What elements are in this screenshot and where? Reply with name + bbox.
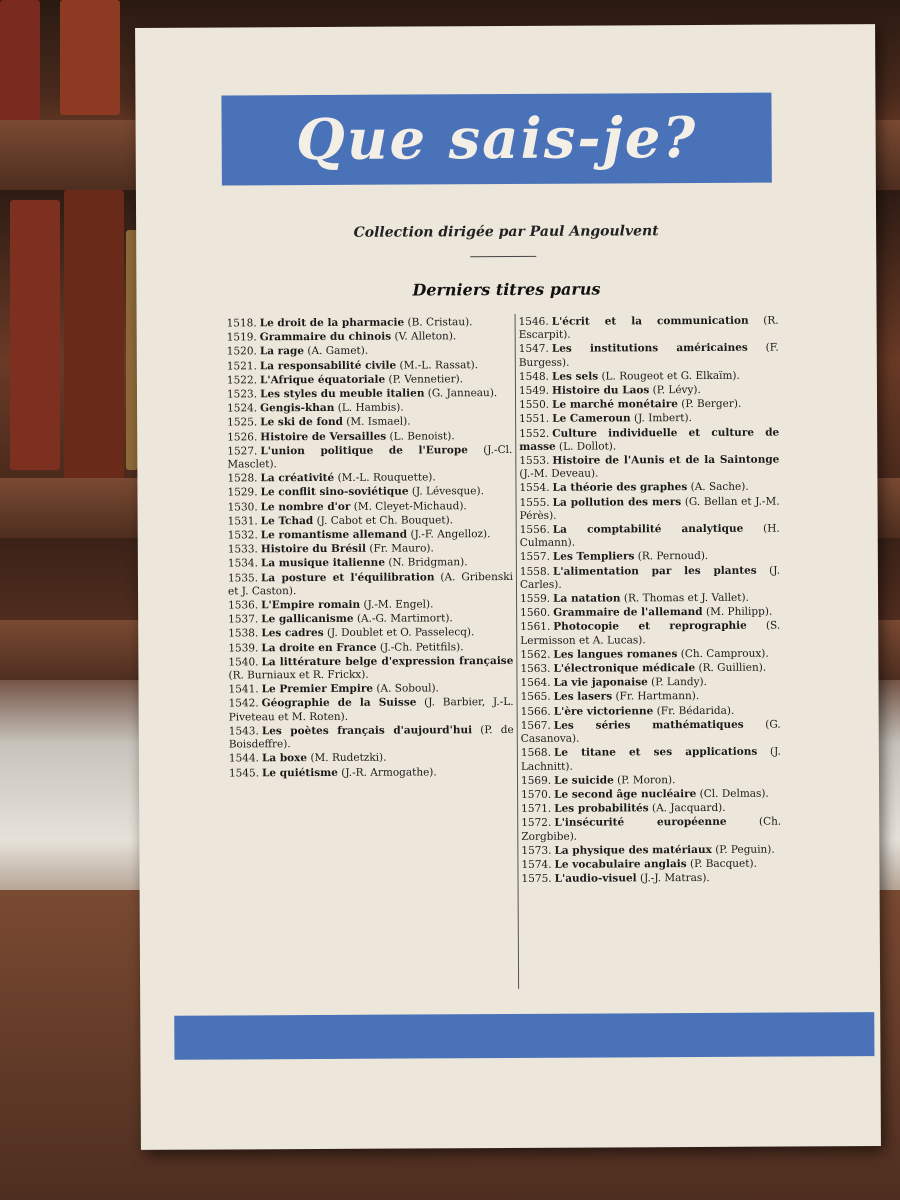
list-item [519,481,779,496]
title-author: (L. Rougeot et G. Elkaïm). [601,369,740,383]
list-item [229,696,514,724]
title-author: (Fr. Mauro). [369,542,434,555]
list-item [519,398,779,413]
title-author: (M. Rudetzki). [310,751,387,765]
list-item [228,598,513,613]
title-name: Géographie de la Suisse [261,696,417,710]
title-name: L'audio-visuel [554,872,637,885]
title-number: 1541. [228,683,259,696]
title-author: (J.-Cl. Masclet). [227,443,513,471]
title-author: (J.-M. Engel). [363,598,434,611]
title-number: 1565. [520,691,551,704]
title-name: Le gallicanisme [261,613,354,626]
title-name: La physique des matériaux [554,843,712,857]
title-name: Le quiétisme [262,766,338,779]
title-author: (M.-L. Rouquette). [337,471,436,485]
title-author: (N. Bridgman). [388,556,468,570]
title-author: (J. Lachnitt). [520,745,781,773]
title-name: Culture individuelle et culture de masse [519,426,780,453]
title-author: (G. Bellan et J.-M. Pérès). [519,495,780,522]
title-author: (V. Alleton). [394,330,457,343]
list-item [228,528,513,543]
title-author: (S. Lermisson et A. Lucas). [520,620,781,647]
title-author: (R. Thomas et J. Vallet). [623,591,749,605]
section-title: Derniers titres parus [412,279,601,300]
title-name: Les probabilités [554,802,649,815]
title-name: Grammaire du chinois [259,330,392,344]
list-item [227,485,512,500]
title-number: 1555. [519,496,550,509]
list-item [520,662,780,677]
title-name: Le Premier Empire [261,682,374,696]
book-spine [0,0,40,120]
title-author: (J. Lévesque). [411,485,484,498]
list-item [521,802,781,817]
title-author: (Fr. Bédarida). [656,704,735,717]
title-number: 1560. [520,607,551,620]
title-number: 1556. [519,523,550,536]
title-name: La vie japonaise [553,676,648,690]
title-name: Histoire du Laos [552,384,650,397]
list-item [227,316,512,331]
title-number: 1523. [226,388,258,401]
title-author: (J.-J. Matras). [639,872,710,885]
title-name: Histoire de Versailles [260,430,387,443]
title-author: (M. Ismael). [346,415,411,429]
list-item [228,655,513,683]
title-author: (L. Hambis). [337,401,404,415]
list-item [519,342,779,370]
list-item [520,495,780,523]
title-author: (P. Lévy). [652,384,701,397]
title-number: 1567. [520,719,551,732]
title-number: 1550. [519,399,550,412]
list-item [521,746,781,774]
title-number: 1518. [226,317,257,330]
title-name: Histoire de l'Aunis et de la Saintonge [552,453,780,467]
list-item [227,471,512,486]
title-author: (J.-F. Angelloz). [410,528,491,541]
title-author: (J. Carles). [519,564,780,591]
list-item [521,843,781,858]
title-number: 1570. [521,788,552,801]
title-number: 1527. [227,445,258,458]
list-item [519,315,779,343]
title-number: 1520. [226,345,257,358]
book-spine [10,200,60,470]
title-number: 1522. [226,374,258,387]
title-number: 1535. [227,571,259,585]
title-name: Le ski de fond [260,416,343,429]
list-item [227,430,512,445]
list-item [520,523,780,551]
title-author: (J. Barbier, J.-L. Piveteau et M. Roten). [228,696,514,724]
list-item [227,330,512,345]
list-item [227,359,512,374]
list-item [520,550,780,565]
title-name: L'alimentation par les plantes [552,564,757,578]
title-name: Les styles du meuble italien [260,387,425,401]
title-number: 1564. [520,677,551,690]
title-number: 1554. [519,482,550,495]
list-item [521,704,781,719]
list-item [228,641,513,656]
title-author: (H. Culmann). [519,522,780,550]
title-name: Le titane et ses applications [553,745,758,760]
list-item [228,514,513,529]
title-number: 1549. [518,384,550,397]
title-name: Les cadres [261,627,324,640]
title-author: (J.-Ch. Petitfils). [379,640,464,654]
title-number: 1524. [227,402,258,415]
list-item [229,724,514,752]
title-author: (A. Soboul). [376,682,439,695]
title-author: (Fr. Hartmann). [615,690,700,703]
title-author: (P. Bacquet). [689,857,757,870]
title-number: 1525. [227,416,258,429]
titles-list-right [519,315,782,888]
book-spine [64,190,124,480]
collection-editor: Collection dirigée par Paul Angoulvent [353,223,659,241]
titles-list-left [227,316,514,781]
book-back-cover [135,24,881,1150]
list-item [228,626,513,641]
title-name: Le second âge nucléaire [554,787,697,801]
title-name: Le Tchad [260,514,314,528]
list-item [229,765,514,780]
title-name: L'Empire romain [261,598,361,612]
title-author: (A.-G. Martimort). [356,612,453,626]
list-item [227,415,512,430]
list-item [228,542,513,557]
title-author: (J. Imbert). [633,412,692,425]
title-name: Les langues romanes [553,647,678,661]
title-name: Le marché monétaire [552,398,678,411]
title-name: Les sels [551,370,599,383]
list-item [227,373,512,388]
list-item [520,592,780,607]
list-item [229,751,514,766]
title-author: (G. Casanova). [520,718,781,746]
title-author: (A. Jacquard). [651,801,726,815]
title-name: Le nombre d'or [260,500,351,513]
title-number: 1538. [228,627,259,640]
title-name: L'ère victorienne [553,704,654,718]
list-item [521,718,781,746]
title-author: (A. Gamet). [307,345,369,358]
title-author: (R. Burniaux et R. Frickx). [228,668,369,682]
title-number: 1545. [228,766,260,779]
title-name: Les Templiers [552,550,635,564]
title-number: 1566. [520,705,551,718]
title-name: L'insécurité européenne [554,816,727,830]
title-number: 1557. [519,551,550,564]
title-author: (F. Burgess). [518,341,779,369]
title-author: (L. Dollot). [558,440,617,453]
title-name: L'électronique médicale [553,662,696,675]
title-name: Histoire du Brésil [260,542,367,556]
title-name: Le romantisme allemand [260,528,408,542]
title-number: 1569. [520,774,552,787]
banner-title: Que sais-je? [295,105,698,174]
title-name: La droite en France [261,641,377,654]
title-number: 1528. [227,472,258,485]
title-number: 1559. [520,592,551,605]
list-item [520,620,780,648]
title-name: La responsabilité civile [259,359,397,372]
title-author: (Cl. Delmas). [699,787,769,800]
title-author: (M. Cleyet-Michaud). [353,499,467,513]
title-number: 1539. [228,641,259,655]
title-author: (P. Landy). [651,676,707,689]
title-number: 1536. [228,599,259,612]
title-name: Le suicide [554,774,614,787]
title-author: (A. Gribenski et J. Caston). [227,570,513,598]
title-author: (P. Berger). [681,397,742,411]
bottom-banner [174,1012,874,1060]
book-spine [60,0,120,115]
title-author: (J. Cabot et Ch. Bouquet). [316,514,454,527]
list-item [228,556,513,571]
divider-rule [470,256,536,257]
list-item [519,412,779,427]
list-item [520,647,780,662]
list-item [521,787,781,802]
title-number: 1526. [227,430,258,444]
title-number: 1534. [227,557,258,570]
title-author: (A. Sache). [690,481,749,494]
title-author: (R. Escarpit). [518,314,779,342]
title-number: 1551. [519,413,550,426]
list-item [520,606,780,621]
list-item [520,564,780,592]
list-item [519,369,779,384]
list-item [519,454,779,482]
title-number: 1547. [518,343,549,356]
title-author: (P. Peguin). [715,843,775,856]
title-name: Photocopie et reprographie [553,620,747,634]
list-item [227,444,512,472]
title-number: 1532. [227,529,258,542]
title-author: (P. Vennetier). [388,373,464,386]
title-number: 1568. [520,747,551,760]
title-banner [221,93,771,186]
title-name: La rage [259,345,305,358]
title-name: Le Cameroun [552,412,631,426]
list-item [227,401,512,416]
title-number: 1540. [228,656,259,669]
title-number: 1529. [227,486,258,499]
title-name: Le conflit sino-soviétique [260,485,409,499]
title-number: 1563. [520,662,551,676]
title-name: Grammaire de l'allemand [553,606,703,620]
title-number: 1548. [518,370,549,383]
list-item [521,872,781,887]
list-item [521,690,781,705]
title-author: (M. Philipp). [705,605,773,619]
list-item [229,682,514,697]
list-item [227,344,512,359]
list-item [521,773,781,788]
title-number: 1575. [521,872,552,886]
title-name: L'Afrique équatoriale [259,373,386,387]
title-author: (M.-L. Rassat). [399,358,479,372]
list-item [520,676,780,691]
title-name: Le droit de la pharmacie [259,316,405,330]
title-name: La comptabilité analytique [552,522,744,536]
title-name: Les poètes français d'aujourd'hui [261,724,473,738]
list-item [519,426,779,454]
title-name: La musique italienne [260,557,386,570]
title-name: L'écrit et la communication [551,314,749,328]
title-number: 1552. [519,427,550,440]
list-item [228,500,513,515]
title-name: Les institutions américaines [551,342,748,356]
title-number: 1542. [228,697,259,710]
title-author: (G. Janneau). [427,387,498,400]
title-author: (P. de Boisdeffre). [228,723,514,751]
title-number: 1521. [226,359,257,373]
title-name: Les lasers [553,690,613,704]
title-number: 1544. [228,752,259,765]
title-name: Les séries mathématiques [553,718,744,732]
title-number: 1553. [519,454,550,467]
title-author: (J.-M. Deveau). [519,467,599,481]
title-number: 1533. [227,543,258,556]
title-author: (B. Cristau). [407,316,473,329]
title-author: (L. Benoist). [389,429,455,443]
title-author: (P. Moron). [617,773,676,787]
title-number: 1530. [227,500,258,514]
title-number: 1537. [228,613,259,626]
title-name: La pollution des mers [552,495,682,509]
title-number: 1572. [521,817,552,830]
title-number: 1574. [521,858,552,871]
title-number: 1531. [227,515,258,528]
list-item [519,384,779,399]
title-number: 1573. [521,844,552,857]
list-item [227,387,512,402]
title-author: (R. Pernoud). [637,550,709,563]
list-item [521,816,781,844]
title-name: La natation [553,592,621,605]
title-author: (R. Guillien). [698,661,767,675]
list-item [521,857,781,872]
title-author: (Ch. Zorgbibe). [521,815,782,843]
title-name: La théorie des graphes [552,481,688,495]
title-author: (Ch. Camproux). [680,647,769,660]
title-number: 1558. [519,565,551,578]
title-name: L'union politique de l'Europe [260,444,468,458]
title-number: 1543. [228,725,259,738]
title-name: La posture et l'équilibration [260,571,435,584]
title-number: 1519. [226,331,257,344]
list-item [228,612,513,627]
title-name: La littérature belge d'expression française [261,654,514,669]
title-author: (J. Doublet et O. Passelecq). [326,626,475,640]
title-number: 1571. [521,802,552,816]
title-name: Le vocabulaire anglais [554,857,687,871]
title-name: Gengis-khan [260,402,335,415]
title-number: 1561. [520,621,551,634]
list-item [228,571,513,599]
title-name: La créativité [260,472,335,485]
title-number: 1562. [520,648,551,661]
title-number: 1546. [518,315,549,328]
title-author: (J.-R. Armogathe). [341,765,437,779]
title-name: La boxe [261,752,308,765]
